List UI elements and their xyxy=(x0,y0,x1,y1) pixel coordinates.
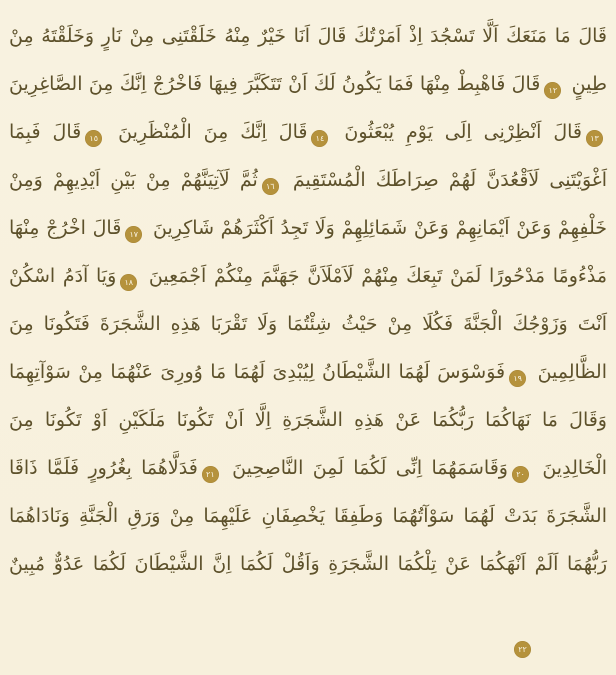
ayah-lines-container xyxy=(9,12,607,668)
ayah-text: وَقَالَ مَا نَهَاكُمَا رَبُّكُمَا عَنْ هَذِهِ الشَّجَرَةِ اِلَّا اَنْ تَكُونَا مَلَكَيْنِ اَوْ تَكُونَا مِنَ xyxy=(9,409,607,431)
ayah-text: وَقَاسَمَهُمَا اِنِّى لَكُمَا لَمِنَ النَّاصِحِينَ xyxy=(232,457,508,479)
verse-number-marker: ٢٢ xyxy=(514,641,531,658)
verse-number-marker: ١٤ xyxy=(311,130,328,147)
quran-line xyxy=(9,108,607,156)
quran-line xyxy=(9,444,607,492)
quran-line xyxy=(9,60,607,108)
quran-line xyxy=(9,252,607,300)
ayah-text: ثُمَّ لَآتِيَنَّهُمْ مِنْ بَيْنِ اَيْدِيهِمْ وَمِنْ xyxy=(9,169,258,191)
ayah-text: اَغْوَيْتَنِى لَاَقْعُدَنَّ لَهُمْ صِرَاطَكَ الْمُسْتَقِيمَ xyxy=(292,169,608,191)
ayah-text: قَالَ اخْرُجْ مِنْهَا xyxy=(9,217,122,239)
ayah-text: الشَّجَرَةَ بَدَتْ لَهُمَا سَوْآتُهُمَا وَطَفِقَا يَخْصِفَانِ عَلَيْهِمَا مِنْ وَرَقِ الْجَنَّةِ وَنَادَاهُمَا xyxy=(9,505,607,527)
quran-line xyxy=(9,540,607,588)
ayah-text: قَالَ فَبِمَا xyxy=(9,121,82,143)
verse-number-marker: ١٣ xyxy=(586,130,603,147)
verse-number-marker: ١٩ xyxy=(509,370,526,387)
ayah-text: الظَّالِمِينَ xyxy=(537,361,607,383)
quran-line xyxy=(9,156,607,204)
ayah-text: اَنْتَ وَزَوْجُكَ الْجَنَّةَ فَكُلَا مِنْ حَيْثُ شِئْتُمَا وَلَا تَقْرَبَا هَذِهِ الشَّجَرَةَ فَتَكُونَا مِنَ xyxy=(9,313,607,335)
verse-number-marker: ١٢ xyxy=(544,82,561,99)
verse-number-marker: ٢١ xyxy=(202,466,219,483)
quran-line xyxy=(9,204,607,252)
ayah-text: رَبُّهُمَا اَلَمْ اَنْهَكُمَا عَنْ تِلْكُمَا الشَّجَرَةِ وَاَقُلْ لَكُمَا اِنَّ الشَّيْطَانَ لَكُمَا عَدُوٌّ مُبِينٌ xyxy=(9,553,607,575)
ayah-text: قَالَ مَا مَنَعَكَ اَلَّا تَسْجُدَ اِذْ اَمَرْتُكَ قَالَ اَنَا خَيْرٌ مِنْهُ خَلَقْتَنِى مِنْ نَارٍ وَخَلَقْتَهُ مِنْ xyxy=(9,25,607,47)
ayah-text: وَيَا آدَمُ اسْكُنْ xyxy=(9,265,117,287)
quran-line xyxy=(9,12,607,60)
ayah-text: خَلْفِهِمْ وَعَنْ اَيْمَانِهِمْ وَعَنْ شَمَائِلِهِمْ وَلَا تَجِدُ اَكْثَرَهُمْ شَاكِرِينَ xyxy=(153,217,607,239)
quran-line xyxy=(9,492,607,540)
ayah-text: طِينٍ xyxy=(571,73,607,95)
ayah-text: قَالَ اِنَّكَ مِنَ الْمُنْظَرِينَ xyxy=(118,121,308,143)
verse-number-marker: ٢٠ xyxy=(512,466,529,483)
ayah-text: مَذْءُومًا مَدْحُورًا لَمَنْ تَبِعَكَ مِنْهُمْ لَاَمْلَاَنَّ جَهَنَّمَ مِنْكُمْ اَجْمَعِينَ xyxy=(148,265,607,287)
ayah-text: فَوَسْوَسَ لَهُمَا الشَّيْطَانُ لِيُبْدِىَ لَهُمَا مَا وُورِىَ عَنْهُمَا مِنْ سَوْآتِهِمَا xyxy=(9,361,506,383)
ayah-text: فَدَلَّاهُمَا بِغُرُورٍ فَلَمَّا ذَاقَا xyxy=(9,457,198,479)
ayah-text: قَالَ فَاهْبِطْ مِنْهَا فَمَا يَكُونُ لَكَ اَنْ تَتَكَبَّرَ فِيهَا فَاخْرُجْ اِنَّكَ مِنَ الصَّاغِرِينَ xyxy=(9,73,541,95)
ayah-text: قَالَ اَنْظِرْنِى اِلَى يَوْمِ يُبْعَثُونَ xyxy=(344,121,582,143)
quran-line xyxy=(9,348,607,396)
verse-number-marker: ١٧ xyxy=(125,226,142,243)
verse-end-line xyxy=(9,620,607,668)
ayah-text: الْخَالِدِينَ xyxy=(542,457,607,479)
quran-line xyxy=(9,300,607,348)
verse-number-marker: ١٦ xyxy=(262,178,279,195)
quran-line xyxy=(9,396,607,444)
verse-number-marker: ١٨ xyxy=(120,274,137,291)
verse-number-marker: ١٥ xyxy=(85,130,102,147)
